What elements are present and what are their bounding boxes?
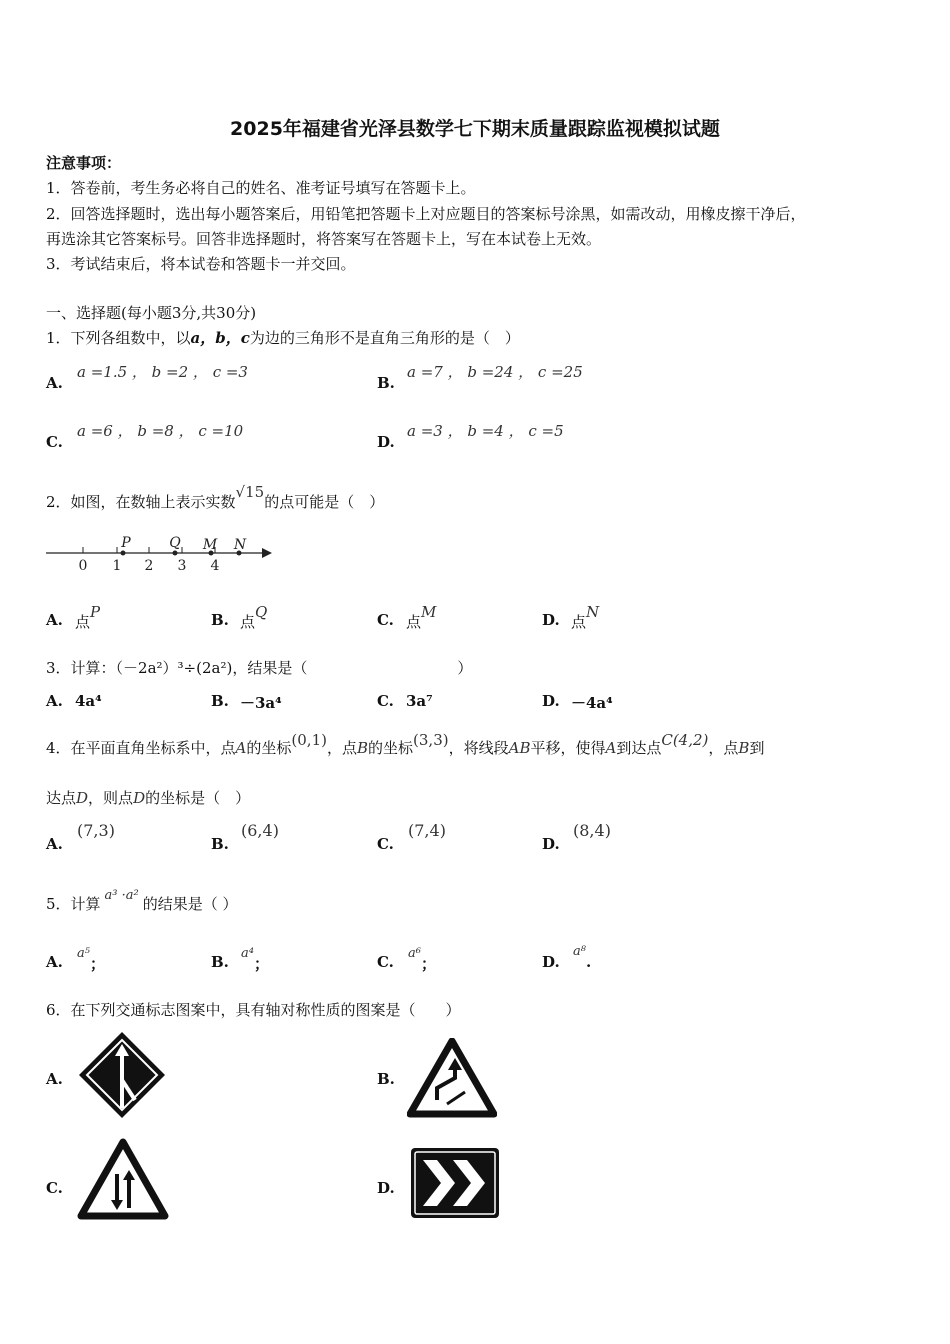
q1-stem-pre: 1．下列各组数中，以 [46,329,191,347]
q1-stem-vars: a，b，c [190,329,250,347]
point-q [173,551,178,556]
point-p [121,551,126,556]
question-6-stem: 6．在下列交通标志图案中，具有轴对称性质的图案是（ ） [46,1001,461,1019]
q4-text: 的坐标 [368,739,414,757]
q4-segment-ab: AB [508,739,531,757]
q5-option-a-end: ； [89,955,105,973]
q4-text: 4．在平面直角坐标系中，点 [46,739,236,757]
q2-option-d-var: N [586,603,600,621]
tick-label-2: 2 [144,558,154,574]
question-4-stem-line2 [46,787,250,808]
q4-text: 到达点 [616,739,662,757]
q2-option-c[interactable] [406,603,437,632]
q2-option-d-text: 点 [571,613,587,631]
q2-option-b-var: Q [255,603,268,621]
q4-option-b-label[interactable]: B. [211,835,229,853]
point-label-m: M [202,537,218,553]
q1-option-d[interactable]: a =3 ， b =4 ， c =5 [407,422,564,440]
q5-option-a-expr: a⁵ [77,946,90,961]
q4-option-c-label[interactable]: C. [377,835,394,853]
q4-coord-a: (0,1) [291,731,327,749]
question-2-stem [46,483,385,512]
q4-option-a-label[interactable]: A. [46,835,63,853]
q4-option-a[interactable]: (7,3) [77,821,115,840]
q5-option-b-end: ； [253,955,269,973]
q4-coord-c: C(4,2) [661,731,709,749]
q3-option-b[interactable]: －3a⁴ [240,694,282,712]
q4-option-d-label[interactable]: D. [542,835,560,853]
q1-option-d-label[interactable]: D. [377,433,395,451]
section-heading: 一、选择题(每小题3分,共30分) [46,304,257,322]
q4-option-c[interactable]: (7,4) [408,821,446,840]
notice-item-3: 3．考试结束后，将本试卷和答题卡一并交回。 [46,255,356,273]
q4-text: ，点 [708,739,739,757]
chevron-right-sign-icon[interactable] [409,1146,501,1220]
q3-option-d-label[interactable]: D. [542,692,560,710]
question-4-stem-line1 [46,731,765,758]
q5-option-c-label[interactable]: C. [377,953,394,971]
q4-var-b: B [356,739,369,757]
q5-option-a-label[interactable]: A. [46,953,63,971]
q4-text: ，则点 [88,789,134,807]
q4-option-b[interactable]: (6,4) [241,821,279,840]
tick-label-0: 0 [78,558,88,574]
q4-var-a: A [235,739,247,757]
q3-option-b-label[interactable]: B. [211,692,229,710]
question-5-stem [46,888,238,914]
q4-text: 的坐标是（ ） [145,789,251,807]
q2-option-d-label[interactable]: D. [542,611,560,629]
q1-option-c[interactable]: a =6 ， b =8 ， c =10 [77,422,244,440]
q1-option-c-label[interactable]: C. [46,433,63,451]
q4-coord-b: (3,3) [413,731,449,749]
q2-option-d[interactable] [571,603,600,632]
q5-stem-pre: 5．计算 [46,895,101,913]
notice-heading: 注意事项： [46,154,122,172]
q4-var-a: A [605,739,617,757]
number-line [40,530,290,580]
q6-option-d-label[interactable]: D. [377,1179,395,1197]
q2-stem-post: 的点可能是（ ） [264,493,385,511]
q4-text: 的坐标 [246,739,292,757]
q4-text: ，点 [326,739,357,757]
q1-stem-post: 为边的三角形不是直角三角形的是（ ） [249,329,520,347]
notice-item-2-cont: 再选涂其它答案标号。回答非选择题时，将答案写在答题卡上，写在本试卷上无效。 [46,230,602,248]
q5-option-a[interactable] [77,941,105,973]
q2-option-a-text: 点 [75,613,91,631]
q5-option-d-label[interactable]: D. [542,953,560,971]
point-label-q: Q [169,535,181,551]
q5-option-b-label[interactable]: B. [211,953,229,971]
q4-text: 达点 [46,789,77,807]
q6-option-c-label[interactable]: C. [46,1179,63,1197]
q6-option-b-label[interactable]: B. [377,1070,395,1088]
notice-item-1: 1．答卷前，考生务必将自己的姓名、准考证号填写在答题卡上。 [46,179,476,197]
tick-label-4: 4 [210,558,220,574]
page-title: 2025年福建省光泽县数学七下期末质量跟踪监视模拟试题 [230,118,720,140]
q1-option-b-label[interactable]: B. [377,374,395,392]
tick-label-1: 1 [112,558,122,574]
q5-option-d-expr: a⁸ [573,944,586,959]
number-line-arrow [262,548,272,558]
q4-var-d: D [76,789,89,807]
notice-item-2: 2．回答选择题时，选出每小题答案后，用铅笔把答题卡上对应题目的答案标号涂黑，如需改动，用橡皮擦干净后， [46,205,806,223]
q3-option-a-label[interactable]: A. [46,692,63,710]
q5-option-c-expr: a⁶ [408,946,421,961]
q5-expression: a³ ·a² [104,888,139,903]
q5-option-c-end: ； [420,955,436,973]
q5-option-d-end: . [585,953,592,971]
q2-option-a[interactable] [75,603,101,632]
question-1-stem [46,327,520,348]
q2-option-c-text: 点 [406,613,422,631]
q2-option-b[interactable] [240,603,268,632]
q4-text: 平移，使得 [530,739,606,757]
q1-option-a[interactable]: a =1.5 ， b =2 ， c =3 [77,363,248,381]
q3-option-c[interactable]: 3a⁷ [406,692,433,710]
q2-option-a-label[interactable]: A. [46,611,63,629]
q3-option-a[interactable]: 4a⁴ [75,692,102,710]
q4-var-b: B [738,739,750,757]
q2-option-c-var: M [421,603,437,621]
winding-road-sign-icon[interactable] [407,1038,497,1118]
q2-option-c-label[interactable]: C. [377,611,394,629]
q4-option-d[interactable]: (8,4) [573,821,611,840]
q6-option-a-label[interactable]: A. [46,1070,63,1088]
point-label-n: N [233,537,247,553]
tick-label-3: 3 [177,558,187,574]
question-3-stem: 3．计算：（－2a²）³÷(2a²)，结果是（ ） [46,659,473,677]
point-label-p: P [121,535,131,551]
sqrt-15: √15 [235,483,265,501]
q4-text: 到 [749,739,765,757]
q5-option-c[interactable] [408,941,436,973]
q2-option-b-label[interactable]: B. [211,611,229,629]
q2-stem-pre: 2．如图，在数轴上表示实数 [46,493,236,511]
q5-option-d[interactable] [573,941,592,971]
q2-option-b-text: 点 [240,613,256,631]
q1-option-a-label[interactable]: A. [46,374,63,392]
q3-option-c-label[interactable]: C. [377,692,394,710]
q1-option-b[interactable]: a =7 ， b =24 ， c =25 [407,363,583,381]
q3-option-d[interactable]: －4a⁴ [571,694,613,712]
q4-text: ，将线段 [448,739,509,757]
two-way-traffic-sign-icon[interactable] [77,1138,169,1222]
q5-option-b-expr: a⁴ [241,946,254,961]
q2-option-a-var: P [90,603,101,621]
q5-stem-post: 的结果是（ ） [142,895,238,913]
merge-lane-sign-icon[interactable] [77,1030,167,1120]
q4-var-d: D [133,789,146,807]
q5-option-b[interactable] [241,941,269,973]
